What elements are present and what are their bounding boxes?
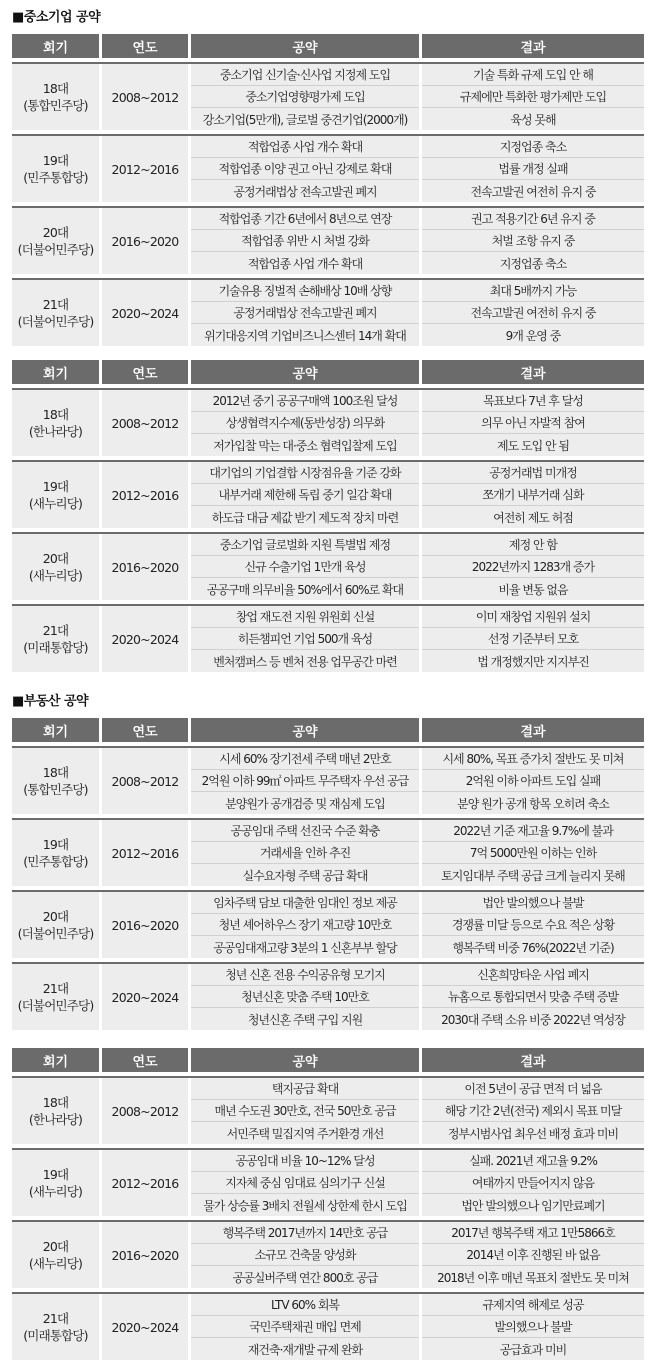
term-cell xyxy=(12,534,99,600)
table-header xyxy=(12,718,644,742)
result-cell xyxy=(422,892,644,958)
result-cell xyxy=(422,1150,644,1216)
pledge-item: 상생협력지수제(동반성장) 의무화 xyxy=(191,412,419,434)
term-number: 21대 xyxy=(42,297,69,312)
pledge-item: 적합업종 위반 시 처벌 강화 xyxy=(191,230,419,252)
term-number: 21대 xyxy=(42,981,69,996)
pledge-item: 매년 수도권 30만호, 전국 50만호 공급 xyxy=(191,1100,419,1122)
years-cell: 2008~2012 xyxy=(102,1078,188,1144)
table-row xyxy=(12,532,644,600)
pledge-item: 실수요자형 주택 공급 확대 xyxy=(242,868,368,883)
result-item: 이미 재창업 지원위 설치 xyxy=(422,606,644,628)
table-row xyxy=(12,1148,644,1216)
table-row xyxy=(12,206,644,274)
table-row xyxy=(12,962,644,1030)
result-item: 쪼개기 내부거래 심화 xyxy=(422,484,644,506)
pledge-item: 시세 60% 장기전세 주택 매년 2만호 xyxy=(191,748,419,770)
term-number: 19대 xyxy=(42,1167,69,1182)
result-cell xyxy=(422,208,644,274)
result-item: 법안 발의했으나 불발 xyxy=(422,892,644,914)
pledge-item: 신규 수출기업 1만개 육성 xyxy=(191,556,419,578)
term-cell xyxy=(12,280,99,346)
pledge-cell xyxy=(191,64,419,130)
header-result: 결과 xyxy=(422,360,644,384)
pledge-item: 적합업종 기간 6년에서 8년으로 연장 xyxy=(191,208,419,230)
pledge-cell xyxy=(191,606,419,672)
years-cell: 2012~2016 xyxy=(102,136,188,202)
party-name: (미래통합당) xyxy=(23,1328,88,1343)
result-item: 정부시범사업 최우선 배정 효과 미비 xyxy=(447,1126,619,1141)
pledge-cell xyxy=(191,1078,419,1144)
party-name: (더불어민주당) xyxy=(17,314,94,329)
party-name: (새누리당) xyxy=(28,496,83,511)
pledge-item: 물가 상승률 3배치 전월세 상한제 한시 도입 xyxy=(203,1198,407,1213)
party-name: (더불어민주당) xyxy=(17,926,94,941)
pledge-item: 내부거래 제한해 독립 중기 일감 확대 xyxy=(191,484,419,506)
table-row xyxy=(12,818,644,886)
result-item: 선정 기준부터 모호 xyxy=(422,628,644,650)
term-number: 20대 xyxy=(42,1239,69,1254)
table-row xyxy=(12,1076,644,1144)
result-item: 비율 변동 없음 xyxy=(498,582,568,597)
result-item: 지정업종 축소 xyxy=(499,256,567,271)
table-row xyxy=(12,604,644,672)
result-item: 규제지역 해제로 성공 xyxy=(422,1294,644,1316)
pledge-item: LTV 60% 회복 xyxy=(191,1294,419,1316)
years-cell: 2008~2012 xyxy=(102,748,188,814)
term-number: 20대 xyxy=(42,551,69,566)
result-item: 뉴홈으로 통합되면서 맞춤 주택 증발 xyxy=(422,986,644,1008)
pledge-item: 재건축·재개발 규제 완화 xyxy=(247,1342,363,1357)
result-item: 7억 5000만원 이하는 인하 xyxy=(422,842,644,864)
party-name: (통합민주당) xyxy=(23,782,88,797)
pledge-item: 중소기업 신기술·신사업 지정제 도입 xyxy=(191,64,419,86)
pledge-item: 창업 재도전 지원 위원회 신설 xyxy=(191,606,419,628)
pledge-cell xyxy=(191,390,419,456)
pledge-cell xyxy=(191,1222,419,1288)
result-item: 2017년 행복주택 재고 1만5866호 xyxy=(422,1222,644,1244)
pledge-item: 청년신혼 주택 구입 지원 xyxy=(247,1012,363,1027)
party-name: (새누리당) xyxy=(28,568,83,583)
term-cell xyxy=(12,964,99,1030)
pledge-item: 공공실버주택 연간 800호 공급 xyxy=(232,1270,378,1285)
term-number: 19대 xyxy=(42,479,69,494)
pledge-item: 중소기업영향평가제 도입 xyxy=(191,86,419,108)
party-name: (통합민주당) xyxy=(23,98,88,113)
header-pledge: 공약 xyxy=(191,718,419,742)
pledge-cell xyxy=(191,534,419,600)
header-result: 결과 xyxy=(422,1048,644,1072)
result-cell xyxy=(422,964,644,1030)
term-cell xyxy=(12,892,99,958)
result-item: 제정 안 함 xyxy=(422,534,644,556)
term-cell xyxy=(12,606,99,672)
term-cell xyxy=(12,820,99,886)
header-result: 결과 xyxy=(422,34,644,58)
result-item: 법안 발의했으나 임기만료폐기 xyxy=(461,1198,605,1213)
pledge-cell xyxy=(191,462,419,528)
result-item: 여전히 제도 허점 xyxy=(493,510,573,525)
pledge-item: 국민주택채권 매입 면제 xyxy=(191,1316,419,1338)
result-item: 토지임대부 주택 공급 크게 늘리지 못해 xyxy=(441,868,625,883)
term-number: 21대 xyxy=(42,623,69,638)
term-number: 18대 xyxy=(42,765,69,780)
pledge-item: 공공구매 의무비율 50%에서 60%로 확대 xyxy=(206,582,404,597)
result-cell xyxy=(422,606,644,672)
pledge-item: 적합업종 이양 권고 아닌 강제로 확대 xyxy=(191,158,419,180)
result-item: 전속고발권 여전히 유지 중 xyxy=(422,302,644,324)
term-number: 18대 xyxy=(42,81,69,96)
pledge-item: 대기업의 기업결합 시장점유율 기준 강화 xyxy=(191,462,419,484)
result-item: 신혼희망타운 사업 폐지 xyxy=(422,964,644,986)
pledge-cell xyxy=(191,964,419,1030)
pledge-item: 청년 신혼 전용 수익공유형 모기지 xyxy=(191,964,419,986)
table-row xyxy=(12,1292,644,1360)
pledge-item: 거래세율 인하 추진 xyxy=(191,842,419,864)
years-cell: 2008~2012 xyxy=(102,64,188,130)
term-cell xyxy=(12,390,99,456)
result-cell xyxy=(422,1294,644,1360)
table-header xyxy=(12,1048,644,1072)
result-item: 이전 5년이 공급 면적 더 넓음 xyxy=(422,1078,644,1100)
header-years: 연도 xyxy=(102,34,188,58)
pledge-cell xyxy=(191,892,419,958)
pledge-item: 공공임대 비율 10~12% 달성 xyxy=(191,1150,419,1172)
term-number: 20대 xyxy=(42,225,69,240)
party-name: (한나라당) xyxy=(28,424,83,439)
result-item: 2030대 주택 소유 비중 2022년 역성장 xyxy=(441,1012,625,1027)
pledge-item: 임차주택 담보 대출한 임대인 정보 제공 xyxy=(191,892,419,914)
result-item: 전속고발권 여전히 유지 중 xyxy=(470,184,596,199)
table-header xyxy=(12,34,644,58)
result-item: 2014년 이후 진행된 바 없음 xyxy=(422,1244,644,1266)
result-cell xyxy=(422,1222,644,1288)
pledge-item: 행복주택 2017년까지 14만호 공급 xyxy=(191,1222,419,1244)
pledge-table xyxy=(12,1048,644,1364)
pledge-cell xyxy=(191,820,419,886)
years-cell: 2016~2020 xyxy=(102,892,188,958)
term-number: 18대 xyxy=(42,407,69,422)
result-item: 최대 5배까지 가능 xyxy=(422,280,644,302)
result-item: 9개 운영 중 xyxy=(505,328,561,343)
years-cell: 2012~2016 xyxy=(102,820,188,886)
table-row xyxy=(12,746,644,814)
header-years: 연도 xyxy=(102,718,188,742)
pledge-cell xyxy=(191,1294,419,1360)
header-term: 회기 xyxy=(12,360,99,384)
pledge-table xyxy=(12,34,644,350)
pledge-item: 2억원 이하 99㎡ 아파트 무주택자 우선 공급 xyxy=(191,770,419,792)
result-item: 공정거래법 미개정 xyxy=(422,462,644,484)
party-name: (더불어민주당) xyxy=(17,242,94,257)
pledge-item: 택지공급 확대 xyxy=(191,1078,419,1100)
term-number: 18대 xyxy=(42,1095,69,1110)
pledge-cell xyxy=(191,280,419,346)
result-item: 제도 도입 안 됨 xyxy=(497,438,569,453)
pledge-cell xyxy=(191,1150,419,1216)
party-name: (민주통합당) xyxy=(23,170,88,185)
pledge-table xyxy=(12,718,644,1034)
term-cell xyxy=(12,1078,99,1144)
term-cell xyxy=(12,1222,99,1288)
result-item: 행복주택 비중 76%(2022년 기준) xyxy=(452,940,614,955)
pledge-item: 공공임대재고량 3분의 1 신혼부부 할당 xyxy=(213,940,397,955)
result-item: 시세 80%, 목표 증가치 절반도 못 미쳐 xyxy=(422,748,644,770)
years-cell: 2016~2020 xyxy=(102,1222,188,1288)
pledge-item: 위기대응지역 기업비즈니스센터 14개 확대 xyxy=(204,328,406,343)
pledge-item: 기술유용 징벌적 손해배상 10배 상향 xyxy=(191,280,419,302)
result-cell xyxy=(422,534,644,600)
result-item: 분양 원가 공개 항목 오히려 축소 xyxy=(457,796,609,811)
result-cell xyxy=(422,820,644,886)
header-pledge: 공약 xyxy=(191,360,419,384)
party-name: (한나라당) xyxy=(28,1112,83,1127)
result-item: 처벌 조항 유지 중 xyxy=(422,230,644,252)
pledge-table xyxy=(12,360,644,676)
result-cell xyxy=(422,390,644,456)
years-cell: 2008~2012 xyxy=(102,390,188,456)
result-item: 2018년 이후 매년 목표치 절반도 못 미쳐 xyxy=(437,1270,629,1285)
term-cell xyxy=(12,1150,99,1216)
table-row xyxy=(12,388,644,456)
header-term: 회기 xyxy=(12,34,99,58)
years-cell: 2020~2024 xyxy=(102,1294,188,1360)
header-pledge: 공약 xyxy=(191,34,419,58)
party-name: (민주통합당) xyxy=(23,854,88,869)
pledge-item: 벤처캠퍼스 등 벤처 전용 업무공간 마련 xyxy=(213,654,397,669)
result-cell xyxy=(422,1078,644,1144)
term-cell xyxy=(12,136,99,202)
result-item: 2022년 기준 재고율 9.7%에 불과 xyxy=(422,820,644,842)
result-item: 법률 개정 실패 xyxy=(422,158,644,180)
table-row xyxy=(12,460,644,528)
party-name: (미래통합당) xyxy=(23,640,88,655)
pledge-item: 하도급 대금 제값 받기 제도적 장치 마련 xyxy=(211,510,399,525)
result-item: 2022년까지 1283개 증가 xyxy=(422,556,644,578)
pledge-item: 서민주택 밀집지역 주거환경 개선 xyxy=(226,1126,384,1141)
table-row xyxy=(12,134,644,202)
party-name: (새누리당) xyxy=(28,1256,83,1271)
term-number: 20대 xyxy=(42,909,69,924)
years-cell: 2020~2024 xyxy=(102,606,188,672)
result-cell xyxy=(422,136,644,202)
table-row xyxy=(12,278,644,346)
party-name: (새누리당) xyxy=(28,1184,83,1199)
years-cell: 2012~2016 xyxy=(102,462,188,528)
years-cell: 2012~2016 xyxy=(102,1150,188,1216)
pledge-item: 청년신혼 맞춤 주택 10만호 xyxy=(191,986,419,1008)
table-header xyxy=(12,360,644,384)
header-result: 결과 xyxy=(422,718,644,742)
pledge-item: 중소기업 글로벌화 지원 특별법 제정 xyxy=(191,534,419,556)
result-cell xyxy=(422,64,644,130)
term-number: 21대 xyxy=(42,1311,69,1326)
result-cell xyxy=(422,748,644,814)
result-item: 권고 적용기간 6년 유지 중 xyxy=(422,208,644,230)
pledge-item: 적합업종 사업 개수 확대 xyxy=(247,256,363,271)
pledge-item: 저가입찰 막는 대·중소 협력입찰제 도입 xyxy=(213,438,397,453)
result-item: 의무 아닌 자발적 참여 xyxy=(422,412,644,434)
header-term: 회기 xyxy=(12,718,99,742)
result-item: 법 개정했지만 지지부진 xyxy=(477,654,589,669)
pledge-item: 히든챔피언 기업 500개 육성 xyxy=(191,628,419,650)
section-title: ■중소기업 공약 xyxy=(12,10,101,25)
party-name: (더불어민주당) xyxy=(17,998,94,1013)
result-item: 경쟁률 미달 등으로 수요 적은 상황 xyxy=(422,914,644,936)
header-years: 연도 xyxy=(102,360,188,384)
years-cell: 2016~2020 xyxy=(102,534,188,600)
term-number: 19대 xyxy=(42,153,69,168)
result-item: 실패. 2021년 재고율 9.2% xyxy=(422,1150,644,1172)
table-row xyxy=(12,890,644,958)
header-term: 회기 xyxy=(12,1048,99,1072)
pledge-item: 공공임대 주택 선진국 수준 확충 xyxy=(191,820,419,842)
table-row xyxy=(12,62,644,130)
header-pledge: 공약 xyxy=(191,1048,419,1072)
pledge-item: 지자체 중심 임대료 심의기구 신설 xyxy=(191,1172,419,1194)
table-row xyxy=(12,1220,644,1288)
term-number: 19대 xyxy=(42,837,69,852)
pledge-item: 강소기업(5만개), 글로벌 중견기업(2000개) xyxy=(202,112,408,127)
result-item: 기술 특화 규제 도입 안 해 xyxy=(422,64,644,86)
years-cell: 2016~2020 xyxy=(102,208,188,274)
term-cell xyxy=(12,462,99,528)
pledge-item: 적합업종 사업 개수 확대 xyxy=(191,136,419,158)
result-item: 여태까지 만들어지지 않음 xyxy=(422,1172,644,1194)
years-cell: 2020~2024 xyxy=(102,964,188,1030)
term-cell xyxy=(12,208,99,274)
result-item: 발의했으나 불발 xyxy=(422,1316,644,1338)
term-cell xyxy=(12,64,99,130)
result-cell xyxy=(422,462,644,528)
section-title: ■부동산 공약 xyxy=(12,694,89,709)
result-item: 육성 못해 xyxy=(510,112,556,127)
pledge-item: 소규모 건축물 양성화 xyxy=(191,1244,419,1266)
term-cell xyxy=(12,1294,99,1360)
pledge-item: 청년 셰어하우스 장기 재고량 10만호 xyxy=(191,914,419,936)
result-item: 공급효과 미비 xyxy=(499,1342,567,1357)
result-item: 2억원 이하 아파트 도입 실패 xyxy=(422,770,644,792)
result-item: 해당 기간 2년(전국) 제외시 목표 미달 xyxy=(422,1100,644,1122)
pledge-item: 공정거래법상 전속고발권 폐지 xyxy=(233,184,377,199)
header-years: 연도 xyxy=(102,1048,188,1072)
pledge-item: 2012년 중기 공공구매액 100조원 달성 xyxy=(191,390,419,412)
result-item: 지정업종 축소 xyxy=(422,136,644,158)
result-item: 목표보다 7년 후 달성 xyxy=(422,390,644,412)
pledge-cell xyxy=(191,208,419,274)
term-cell xyxy=(12,748,99,814)
result-item: 규제에만 특화한 평가제만 도입 xyxy=(422,86,644,108)
result-cell xyxy=(422,280,644,346)
pledge-cell xyxy=(191,136,419,202)
years-cell: 2020~2024 xyxy=(102,280,188,346)
pledge-cell xyxy=(191,748,419,814)
pledge-item: 공정거래법상 전속고발권 폐지 xyxy=(191,302,419,324)
pledge-item: 분양원가 공개검증 및 재심제 도입 xyxy=(225,796,385,811)
